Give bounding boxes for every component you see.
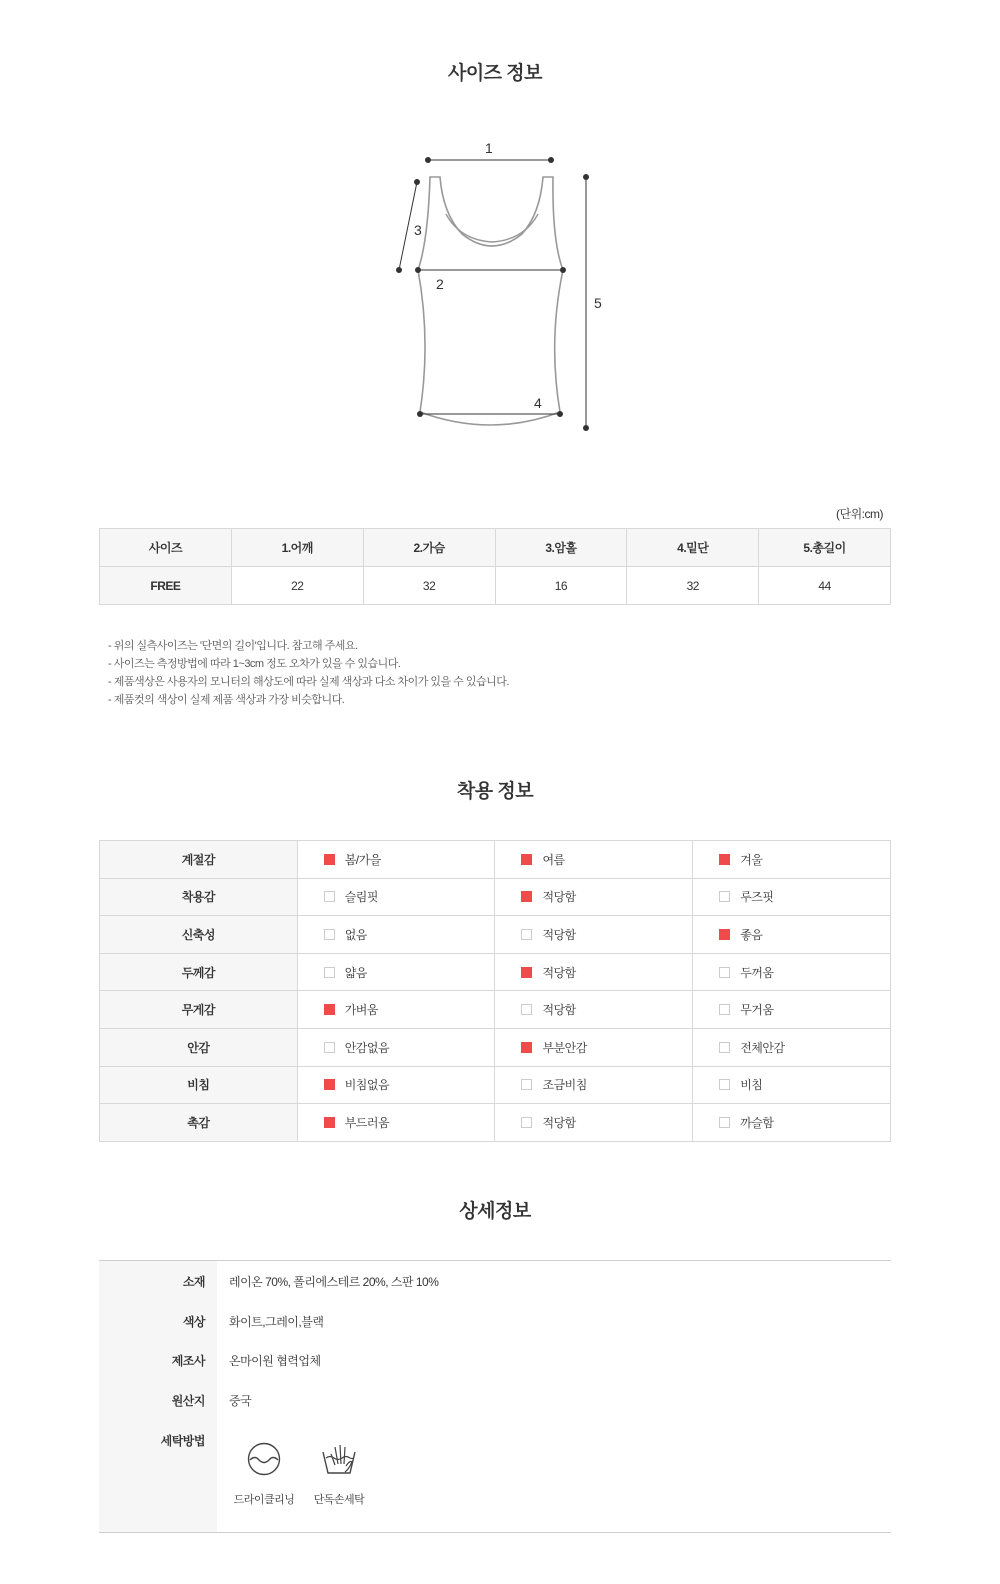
unchecked-box <box>719 967 730 978</box>
fit-option <box>693 1104 891 1142</box>
fit-row <box>100 1066 891 1104</box>
fit-row-label: 안감 <box>100 1028 298 1066</box>
garment-size-diagram <box>380 136 620 436</box>
tank-top-outline <box>418 177 563 425</box>
fit-row <box>100 953 891 991</box>
header-cell: 1.어깨 <box>231 529 363 567</box>
unchecked-box <box>324 891 335 902</box>
fit-option <box>495 916 693 954</box>
header-cell: 5.총길이 <box>759 529 891 567</box>
fit-option <box>693 1066 891 1104</box>
checked-box <box>719 929 730 940</box>
fit-option-label: 안감없음 <box>344 1040 390 1055</box>
fit-row <box>100 991 891 1029</box>
maker-label: 제조사 <box>171 1354 205 1368</box>
value-cell: 32 <box>363 567 495 605</box>
fit-option-label: 까슬함 <box>740 1115 774 1130</box>
fit-option-label: 적당함 <box>542 890 576 905</box>
header-cell: 3.암홀 <box>495 529 627 567</box>
fit-row <box>100 841 891 879</box>
fit-row <box>100 878 891 916</box>
fit-option-label: 슬림핏 <box>344 890 378 905</box>
fit-row <box>100 916 891 954</box>
color-label: 색상 <box>182 1315 205 1329</box>
unchecked-box <box>324 1042 335 1053</box>
fit-option <box>495 1066 693 1104</box>
value-cell: 44 <box>759 567 891 605</box>
fit-option-label: 여름 <box>542 852 565 867</box>
fit-row <box>100 1104 891 1142</box>
note-item: - 위의 실측사이즈는 '단면의 길이'입니다. 참고해 주세요. <box>108 640 358 652</box>
fit-option-label: 가벼움 <box>344 1003 378 1018</box>
fit-option-label: 적당함 <box>542 1115 576 1130</box>
label-2: 2 <box>436 276 444 292</box>
fit-option <box>495 878 693 916</box>
value-cell: 22 <box>231 567 363 605</box>
fit-option-label: 좋음 <box>740 927 763 942</box>
unchecked-box <box>719 1004 730 1015</box>
fit-row-label: 두께감 <box>100 953 298 991</box>
note-item: - 사이즈는 측정방법에 따라 1~3cm 정도 오차가 있을 수 있습니다. <box>108 658 401 670</box>
header-cell: 4.밑단 <box>627 529 759 567</box>
unchecked-box <box>719 1079 730 1090</box>
label-5: 5 <box>594 295 602 311</box>
fit-option-label: 루즈핏 <box>740 890 774 905</box>
size-notes <box>108 637 509 709</box>
color-row <box>99 1313 891 1333</box>
measure-dot <box>560 267 566 273</box>
unchecked-box <box>324 967 335 978</box>
origin-row <box>99 1392 891 1412</box>
size-info-title: 사이즈 정보 <box>447 63 543 84</box>
material-value: 레이온 70%, 폴리에스테르 20%, 스판 10% <box>229 1275 439 1289</box>
label-4: 4 <box>534 395 542 411</box>
material-row <box>99 1273 891 1293</box>
measure-dot <box>396 267 402 273</box>
fit-option <box>693 841 891 879</box>
fit-option-label: 비침 <box>740 1078 763 1093</box>
detail-info-table <box>99 1260 891 1533</box>
maker-row <box>99 1352 891 1372</box>
fit-row-label: 착용감 <box>100 878 298 916</box>
color-value: 화이트,그레이,블랙 <box>229 1315 324 1329</box>
unchecked-box <box>719 891 730 902</box>
measure-dot <box>425 157 431 163</box>
checked-box <box>521 967 532 978</box>
fit-option-label: 부드러움 <box>344 1115 390 1130</box>
origin-label: 원산지 <box>171 1394 205 1408</box>
fit-option <box>297 878 495 916</box>
size-name-cell: FREE <box>100 567 232 605</box>
fit-option <box>297 953 495 991</box>
hand-wash-icon <box>319 1439 359 1479</box>
washing-row <box>99 1432 891 1452</box>
maker-value: 온마이원 협력업체 <box>229 1354 321 1368</box>
fit-option <box>693 991 891 1029</box>
fit-option-label: 조금비침 <box>542 1078 587 1093</box>
fit-option-label: 얇음 <box>344 965 367 980</box>
fit-row-label: 계절감 <box>100 841 298 879</box>
checked-box <box>719 854 730 865</box>
fit-option-label: 적당함 <box>542 965 576 980</box>
fit-option-label: 없음 <box>344 927 367 942</box>
measure-dot <box>415 267 421 273</box>
measure-dot <box>583 425 589 431</box>
checked-box <box>324 854 335 865</box>
fit-option <box>495 991 693 1029</box>
fit-option <box>495 841 693 879</box>
checked-box <box>521 891 532 902</box>
origin-value: 중국 <box>229 1394 252 1408</box>
hand-wash-item <box>299 1439 379 1507</box>
unchecked-box <box>719 1042 730 1053</box>
table-row <box>100 567 891 605</box>
fit-option <box>297 1066 495 1104</box>
fit-option-label: 적당함 <box>542 1003 576 1018</box>
material-label: 소재 <box>182 1275 205 1289</box>
tank-top-diagram <box>380 136 620 436</box>
fit-option-label: 비침없음 <box>344 1078 390 1093</box>
detail-info-title: 상세정보 <box>459 1201 531 1222</box>
fit-row-label: 비침 <box>100 1066 298 1104</box>
fit-option <box>495 1104 693 1142</box>
measure-dot <box>557 411 563 417</box>
unit-note: (단위:cm) <box>835 507 883 521</box>
unchecked-box <box>719 1117 730 1128</box>
value-cell: 32 <box>627 567 759 605</box>
measure-dot <box>417 411 423 417</box>
checked-box <box>324 1004 335 1015</box>
fit-option-label: 전체안감 <box>740 1040 785 1055</box>
header-cell: 사이즈 <box>100 529 232 567</box>
fit-option-label: 두꺼움 <box>740 965 774 980</box>
unchecked-box <box>521 1117 532 1128</box>
fit-row <box>100 1028 891 1066</box>
measure-dot <box>583 174 589 180</box>
fit-info-table <box>99 840 891 1142</box>
washing-label: 세탁방법 <box>160 1434 205 1448</box>
fit-option <box>297 1028 495 1066</box>
fit-row-label: 신축성 <box>100 916 298 954</box>
label-1: 1 <box>485 140 493 156</box>
fit-row-label: 촉감 <box>100 1104 298 1142</box>
checked-box <box>324 1079 335 1090</box>
checked-box <box>324 1117 335 1128</box>
checked-box <box>521 854 532 865</box>
label-3: 3 <box>414 222 422 238</box>
fit-option <box>495 1028 693 1066</box>
dry-cleaning-label: 드라이클리닝 <box>233 1494 295 1506</box>
measure-dot <box>548 157 554 163</box>
fit-option-label: 겨울 <box>740 852 763 867</box>
fit-option <box>495 953 693 991</box>
fit-info-title: 착용 정보 <box>456 781 534 802</box>
unchecked-box <box>521 929 532 940</box>
fit-option <box>297 916 495 954</box>
fit-option <box>297 1104 495 1142</box>
fit-option <box>693 1028 891 1066</box>
dry-cleaning-item <box>224 1439 304 1507</box>
unchecked-box <box>521 1004 532 1015</box>
fit-row-label: 무게감 <box>100 991 298 1029</box>
neckline-inner <box>446 214 538 242</box>
note-item: - 제품색상은 사용자의 모니터의 해상도에 따라 실제 색상과 다소 차이가 있을 수 있습니다. <box>108 676 509 688</box>
fit-option <box>297 991 495 1029</box>
unchecked-box <box>324 929 335 940</box>
fit-option-label: 부분안감 <box>542 1040 587 1055</box>
fit-option-label: 무거움 <box>740 1003 774 1018</box>
size-table <box>99 528 891 605</box>
fit-option-label: 적당함 <box>542 927 576 942</box>
fit-option-label: 봄/가을 <box>344 852 381 867</box>
unchecked-box <box>521 1079 532 1090</box>
fit-option <box>693 953 891 991</box>
fit-option <box>693 916 891 954</box>
measure-dot <box>414 179 420 185</box>
header-cell: 2.가슴 <box>363 529 495 567</box>
checked-box <box>521 1042 532 1053</box>
dry-cleaning-icon <box>244 1439 284 1479</box>
fit-option <box>297 841 495 879</box>
value-cell: 16 <box>495 567 627 605</box>
fit-option <box>693 878 891 916</box>
hand-wash-label: 단독손세탁 <box>313 1494 365 1506</box>
size-table-header <box>100 529 891 567</box>
note-item: - 제품컷의 색상이 실제 제품 색상과 가장 비슷합니다. <box>108 694 345 706</box>
